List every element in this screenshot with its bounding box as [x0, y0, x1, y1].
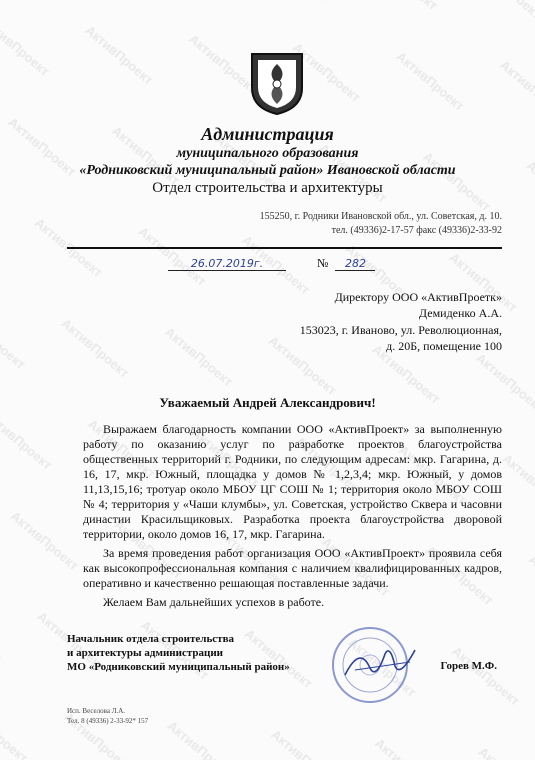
letter-number: 282 — [335, 257, 375, 271]
body-paragraph: За время проведения работ организация ООО «АктивПроект» проявила себя как высокопрофессиональная компания с наличием квалифицированных кадров, оперативно и качественно решающая поставленные задачи. — [83, 546, 502, 590]
signatory-title-2: и архитектуры администрации — [67, 647, 224, 659]
signatory-name: Горев М.Ф. — [440, 660, 497, 672]
org-subtitle: муниципального образования — [176, 146, 359, 161]
sender-address: 155250, г. Родники Ивановской обл., ул. Советская, д. 10. — [259, 211, 502, 222]
recipient-address-2: д. 20Б, помещение 100 — [386, 339, 502, 353]
handwritten-signature — [340, 640, 420, 685]
registration-line — [168, 256, 375, 271]
letter-date: 26.07.2019г. — [168, 257, 286, 271]
coat-of-arms-icon — [248, 50, 306, 116]
executor-name: Исп. Веселова Л.А. — [67, 707, 126, 715]
department-name: Отдел строительства и архитектуры — [152, 180, 383, 196]
signatory-title-3: МО «Родниковский муниципальный район» — [67, 661, 290, 673]
recipient-title: Директору ООО «АктивПроетк» — [334, 290, 502, 304]
greeting: Уважаемый Андрей Александрович! — [159, 395, 376, 410]
body-paragraph: Выражаем благодарность компании ООО «АктивПроект» за выполненную работу по оказанию услуг по разработке проектов благоустройства общественных территорий г. Родники, по следующим адресам: мкр. Гагарина, д. 16, 17, мкр. Южный, площадка у домов № 1,2,3,4; мкр. Южный, у домов 11,13,15,16; тротуар около МБОУ ЦГ СОШ № 1; территория около МБОУ СОШ № 4; территория у «Чаши клумбы», ул. Советская, устройство Сквера и часовни династии Красильщиковых. Разработка проекта благоустройства дворовой территории, около домов 16, 17, мкр. Гагарина. — [83, 422, 502, 541]
recipient-name: Демиденко А.А. — [418, 306, 502, 320]
org-region: «Родниковский муниципальный район» Ивановской области — [79, 163, 456, 178]
recipient-address: 153023, г. Иваново, ул. Революционная, — [299, 323, 502, 337]
signatory-title: Начальник отдела строительства — [67, 633, 235, 645]
header-divider — [67, 247, 502, 249]
body-paragraph: Желаем Вам дальнейших успехов в работе. — [103, 595, 325, 609]
body-text — [83, 422, 502, 610]
executor-phone: Тел. 8 (49336) 2-33-92* 157 — [67, 717, 149, 725]
org-title: Администрация — [201, 124, 334, 144]
number-label: № — [317, 256, 329, 270]
sender-phones: тел. (49336)2-17-57 факс (49336)2-33-92 — [331, 225, 502, 236]
